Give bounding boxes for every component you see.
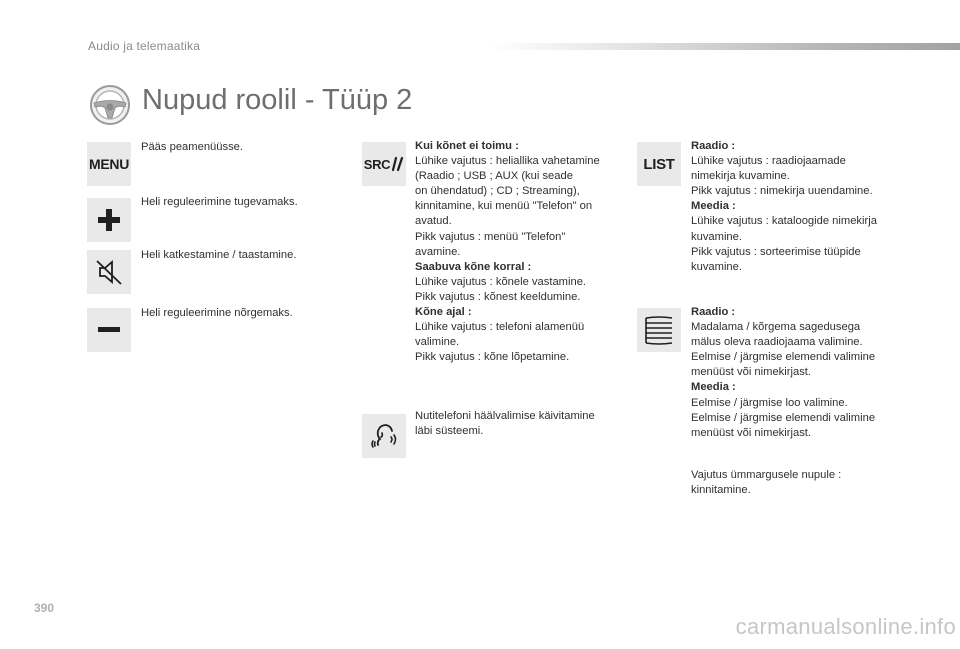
src-line: Pikk vajutus : kõne lõpetamine. (415, 351, 570, 364)
watermark: carmanualsonline.info (735, 614, 956, 639)
minus-icon (87, 308, 131, 352)
src-line: Lühike vajutus : kõnele vastamine. (415, 275, 587, 288)
mute-description: Heli katkestamine / taastamine. (141, 249, 297, 261)
wheel-line: Eelmise / järgmise elemendi valimine (691, 411, 876, 424)
thumbwheel-description (691, 305, 875, 441)
src-description (415, 139, 600, 365)
page-title: Nupud roolil - Tüüp 2 (142, 84, 413, 116)
wheel-line: menüüst või nimekirjast. (691, 366, 811, 379)
src-line: valimine. (415, 336, 460, 349)
voice-line: Nutitelefoni häälvalimise käivitamine (415, 410, 595, 422)
thumbwheel-icon (637, 308, 681, 352)
wheel-line: Madalama / kõrgema sagedusega (691, 321, 861, 334)
list-line: kuvamine. (691, 230, 742, 243)
src-line: Lühike vajutus : heliallika vahetamine (415, 155, 600, 168)
header-rule (490, 43, 960, 50)
voice-line: läbi süsteemi. (415, 425, 484, 438)
list-line: Pikk vajutus : sorteerimise tüüpide (691, 245, 861, 258)
menu-button-icon (87, 142, 131, 186)
src-line: Pikk vajutus : menüü "Telefon" (415, 230, 566, 243)
voice-command-icon (362, 414, 406, 458)
src-line: Lühike vajutus : telefoni alamenüü (415, 321, 585, 334)
page-number: 390 (34, 601, 55, 615)
wheel-line: Eelmise / järgmise elemendi valimine (691, 351, 876, 364)
wheel-press-line: Vajutus ümmargusele nupule : (691, 469, 842, 481)
src-label: SRC (363, 156, 391, 172)
list-button-icon (637, 142, 681, 186)
menu-description: Pääs peamenüüsse. (141, 141, 243, 153)
src-heading-2: Saabuva kõne korral : (415, 260, 532, 273)
steering-wheel-icon (88, 83, 132, 127)
wheel-press-line: kinnitamine. (691, 484, 751, 497)
src-line: avamine. (415, 245, 461, 258)
wheel-line: Eelmise / järgmise loo valimine. (691, 396, 848, 409)
list-line: Pikk vajutus : nimekirja uuendamine. (691, 185, 873, 198)
src-line: (Raadio ; USB ; AUX (kui seade (415, 170, 573, 183)
wheel-press-description (691, 468, 841, 498)
plus-description: Heli reguleerimine tugevamaks. (141, 196, 298, 208)
list-line: kuvamine. (691, 260, 742, 273)
src-line: on ühendatud) ; CD ; Streaming), (415, 185, 580, 198)
list-line: nimekirja kuvamine. (691, 170, 790, 183)
list-line: Lühike vajutus : raadiojaamade (691, 155, 846, 168)
wheel-heading-1: Raadio : (691, 306, 736, 318)
list-description (691, 139, 877, 275)
src-heading-1: Kui kõnet ei toimu : (415, 140, 519, 152)
wheel-line: menüüst või nimekirjast. (691, 426, 811, 439)
list-label: LIST (643, 155, 675, 173)
list-line: Lühike vajutus : kataloogide nimekirja (691, 215, 877, 228)
src-phone-icon (362, 142, 406, 186)
src-heading-3: Kõne ajal : (415, 306, 472, 319)
list-heading-1: Raadio : (691, 140, 736, 152)
voice-description (415, 409, 595, 439)
menu-label: MENU (88, 156, 130, 172)
src-line: avatud. (415, 215, 452, 228)
wheel-line: mälus oleva raadiojaama valimine. (691, 336, 863, 349)
src-line: kinnitamine, kui menüü "Telefon" on (415, 200, 593, 213)
wheel-heading-2: Meedia : (691, 381, 736, 394)
section-title: Audio ja telemaatika (88, 39, 201, 53)
src-line: Pikk vajutus : kõnest keeldumine. (415, 290, 581, 303)
mute-icon (87, 250, 131, 294)
plus-icon (87, 198, 131, 242)
minus-description: Heli reguleerimine nõrgemaks. (141, 307, 293, 319)
list-heading-2: Meedia : (691, 200, 736, 213)
